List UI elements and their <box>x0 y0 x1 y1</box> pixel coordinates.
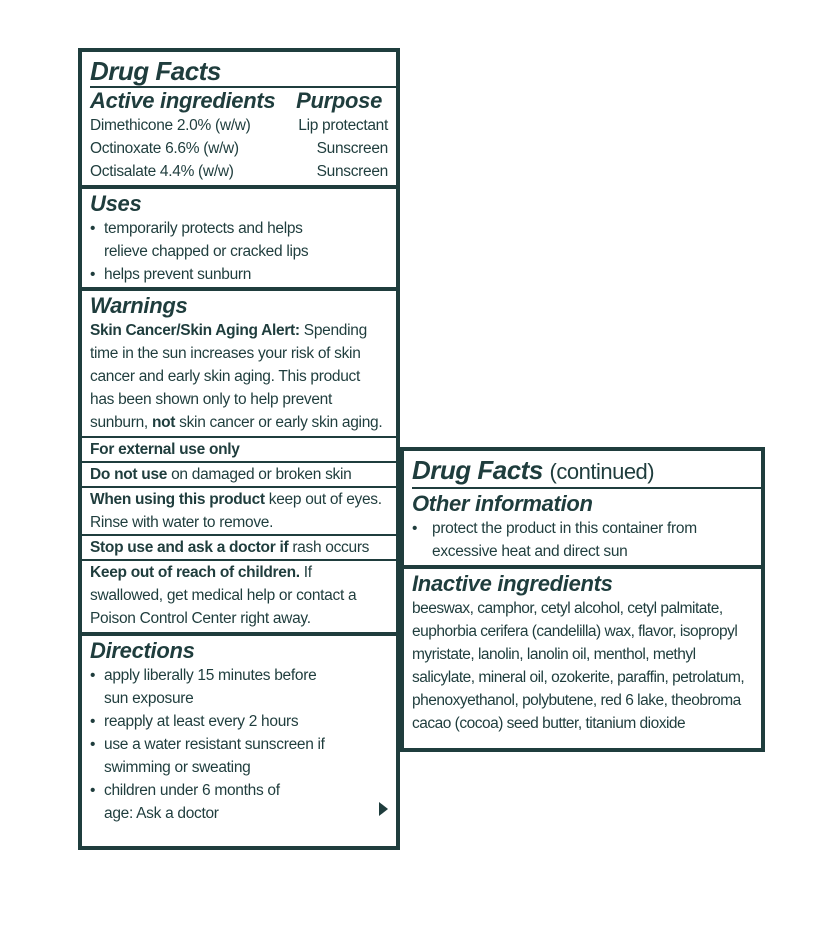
warnings-section <box>82 287 396 436</box>
inactive-ingredients-heading: Inactive ingredients <box>412 571 613 596</box>
other-information-section <box>404 489 761 565</box>
when-using-warning: When using this product keep out of eyes. Rinse with water to remove. <box>82 486 396 534</box>
other-information-heading: Other information <box>412 491 593 516</box>
list-item: • children under 6 months of age: Ask a doctor <box>90 779 388 825</box>
drug-facts-title-section <box>82 52 396 88</box>
active-ingredients-heading: Active ingredients <box>90 88 276 113</box>
directions-section <box>82 632 396 826</box>
directions-heading: Directions <box>90 638 195 663</box>
continue-arrow-icon <box>379 802 388 816</box>
list-item: • use a water resistant sunscreen if swimming or sweating <box>90 733 388 779</box>
active-ingredient-row: Octinoxate 6.6% (w/w) Sunscreen <box>90 140 388 157</box>
active-ingredient-row: Octisalate 4.4% (w/w) Sunscreen <box>90 163 388 180</box>
uses-list <box>90 217 388 286</box>
drug-facts-title: Drug Facts <box>90 56 221 86</box>
inactive-ingredients-section <box>404 565 761 735</box>
inactive-ingredients-text: beeswax, camphor, cetyl alcohol, cetyl palmitate, euphorbia cerifera (candelilla) wax, flavor, isopropyl myristate, lanolin, lanolin oil, menthol, methyl salicylate, mineral oil, ozokerite, paraffin, petrolatum, phenoxyethanol, polybutene, red 6 lake, theobroma cacao (cocoa) seed butter, titanium dioxide <box>412 600 745 732</box>
active-ingredients-section <box>82 88 396 185</box>
external-use-warning: For external use only <box>82 436 396 461</box>
list-item: • protect the product in this container from excessive heat and direct sun <box>412 517 753 563</box>
list-item: • temporarily protects and helps relieve chapped or cracked lips <box>90 217 388 263</box>
list-item: • apply liberally 15 minutes before sun exposure <box>90 664 388 710</box>
skin-cancer-alert: Skin Cancer/Skin Aging Alert: Spending time in the sun increases your risk of skin cancer and early skin aging. This product has been shown only to help prevent sunburn, not skin cancer or early skin aging. <box>90 322 383 431</box>
stop-use-warning: Stop use and ask a doctor if rash occurs <box>82 534 396 559</box>
warnings-heading: Warnings <box>90 293 188 318</box>
purpose-heading: Purpose <box>296 88 382 113</box>
active-ingredient-row: Dimethicone 2.0% (w/w) Lip protectant <box>90 117 388 134</box>
do-not-use-warning: Do not use on damaged or broken skin <box>82 461 396 486</box>
keep-out-of-reach-warning: Keep out of reach of children. If swallowed, get medical help or contact a Poison Control Center right away. <box>82 559 396 632</box>
drug-facts-panel <box>78 48 400 850</box>
other-information-list <box>412 517 753 563</box>
list-item: • reapply at least every 2 hours <box>90 710 388 733</box>
directions-list <box>90 664 388 825</box>
uses-heading: Uses <box>90 191 142 216</box>
drug-facts-continued-title-section <box>404 451 761 489</box>
drug-facts-continued-title: Drug Facts (continued) <box>412 455 655 485</box>
list-item: • helps prevent sunburn <box>90 263 388 286</box>
uses-section <box>82 185 396 287</box>
active-ingredients-header <box>90 88 388 114</box>
drug-facts-continued-panel <box>400 447 765 752</box>
